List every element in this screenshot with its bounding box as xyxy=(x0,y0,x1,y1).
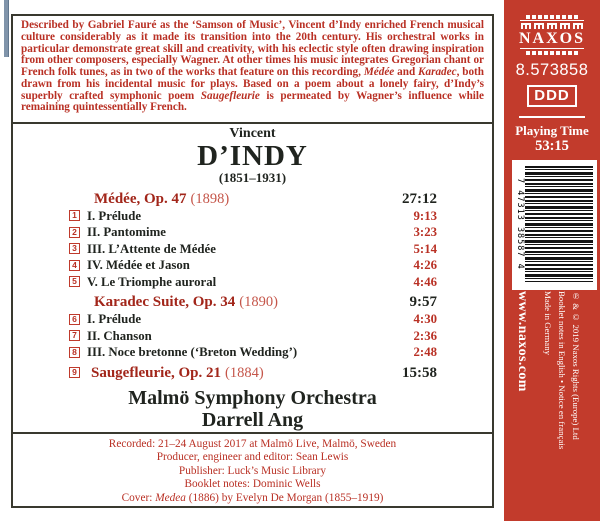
work-title: Saugefleurie, Op. 21 xyxy=(91,364,221,381)
work-year: (1898) xyxy=(190,190,230,207)
work-duration: 9:57 xyxy=(409,294,437,311)
track-number-badge: 2 xyxy=(69,227,80,238)
track-number-badge: 5 xyxy=(69,276,80,287)
ddd-badge: DDD xyxy=(527,85,577,107)
track-list xyxy=(69,190,437,382)
work-title: Médée, Op. 47 xyxy=(94,190,187,207)
naxos-logo-icon xyxy=(519,15,585,55)
work-duration: 15:58 xyxy=(402,364,437,381)
work-duration: 27:12 xyxy=(402,190,437,207)
work-heading xyxy=(69,293,437,311)
made-in-label: Made in Germany xyxy=(543,291,553,356)
track-title: I. Prélude xyxy=(87,312,142,327)
barcode-number: 7 47313 38587 4 xyxy=(515,178,525,270)
logo-dentils-bottom xyxy=(519,51,585,55)
barcode-bars-icon xyxy=(525,166,593,282)
track-section xyxy=(13,124,492,432)
track-row xyxy=(69,344,437,361)
track-title: III. Noce bretonne (‘Breton Wedding’) xyxy=(87,345,298,360)
orchestra-name: Malmö Symphony Orchestra xyxy=(128,386,377,409)
track-number-badge: 4 xyxy=(69,260,80,271)
track-title: II. Pantomime xyxy=(87,225,166,240)
logo-dentils-top xyxy=(519,15,585,19)
track-title: III. L’Attente de Médée xyxy=(87,241,216,256)
sidebar-vertical-text xyxy=(510,291,583,449)
credit-line: Publisher: Luck’s Music Library xyxy=(178,464,327,477)
track-time: 4:46 xyxy=(413,274,437,289)
website-url: www.naxos.com xyxy=(515,291,530,392)
track-row xyxy=(69,274,437,291)
track-title: IV. Médée et Jason xyxy=(87,258,190,273)
catalog-number: 8.573858 xyxy=(515,61,589,79)
playing-time-label: Playing Time xyxy=(515,123,589,138)
logo-columns xyxy=(519,23,585,29)
brand-name: NAXOS xyxy=(519,30,586,47)
track-title: I. Prélude xyxy=(87,208,142,223)
track-row xyxy=(69,257,437,274)
barcode xyxy=(512,160,597,290)
track-time: 9:13 xyxy=(413,208,437,223)
sidebar-divider xyxy=(519,116,585,118)
track-number-badge: 8 xyxy=(69,347,80,358)
track-number-badge: 1 xyxy=(69,210,80,221)
work-year: (1890) xyxy=(239,294,278,311)
track-time: 2:48 xyxy=(413,345,437,360)
logo-line xyxy=(520,20,584,21)
work-title: Karadec Suite, Op. 34 xyxy=(94,294,236,311)
spine-edge xyxy=(4,0,9,57)
track-time: 4:26 xyxy=(413,258,437,273)
credit-line: Cover: Medea (1886) by Evelyn De Morgan (1855–1919) xyxy=(121,491,384,504)
track-row xyxy=(69,224,437,241)
credits xyxy=(13,432,492,506)
track-row xyxy=(69,241,437,258)
work-heading xyxy=(69,190,437,208)
credit-line: Recorded: 21–24 August 2017 at Malmö Live, Malmö, Sweden xyxy=(108,437,397,450)
composer-dates: (1851–1931) xyxy=(218,169,287,185)
sidebar xyxy=(504,0,600,521)
playing-time-value: 53:15 xyxy=(535,138,569,154)
conductor-name: Darrell Ang xyxy=(201,409,304,432)
track-row xyxy=(69,328,437,345)
work-heading xyxy=(69,364,437,382)
album-description: Described by Gabriel Fauré as the ‘Samson of Music’, Vincent d’Indy enriched French musical culture considerably as it made its transition into the 20th century. His orchestral works in particular demonstrate great skill and creativity, with his eclectic style often drawing inspiration from other composers, especially Wagner. At other times his music integrates Gregorian chant or French folk tunes, as in two of the works that feature on this recording, Médée and Karadec, both drawn from his incidental music for plays. Based on a poem about a lonely fairy, d’Indy’s superbly crafted symphonic poem Saugefleurie is permeated by Wagner’s influence while remaining quintessentially French. xyxy=(13,16,492,124)
logo-line xyxy=(520,48,584,49)
track-time: 5:14 xyxy=(413,241,437,256)
composer-first-name: Vincent xyxy=(229,125,276,141)
track-time: 3:23 xyxy=(413,225,437,240)
track-number-badge: 9 xyxy=(69,367,80,378)
track-number-badge: 7 xyxy=(69,330,80,341)
work-year: (1884) xyxy=(225,364,264,381)
rights-label: ℗ & © 2019 Naxos Rights (Europe) Ltd xyxy=(571,291,581,440)
track-time: 2:36 xyxy=(413,328,437,343)
performers xyxy=(13,387,492,432)
composer-last-name: D’INDY xyxy=(197,139,308,172)
track-row xyxy=(69,311,437,328)
track-title: II. Chanson xyxy=(87,328,152,343)
track-number-badge: 6 xyxy=(69,314,80,325)
booklet-notes-label: Booklet notes in English • Notice en français xyxy=(557,291,567,450)
track-time: 4:30 xyxy=(413,312,437,327)
track-row xyxy=(69,208,437,225)
credit-line: Producer, engineer and editor: Sean Lewis xyxy=(156,451,349,464)
track-title: V. Le Triomphe auroral xyxy=(87,274,217,289)
track-number-badge: 3 xyxy=(69,243,80,254)
cd-back-cover-panel xyxy=(11,14,494,508)
credit-line: Booklet notes: Dominic Wells xyxy=(184,478,321,491)
